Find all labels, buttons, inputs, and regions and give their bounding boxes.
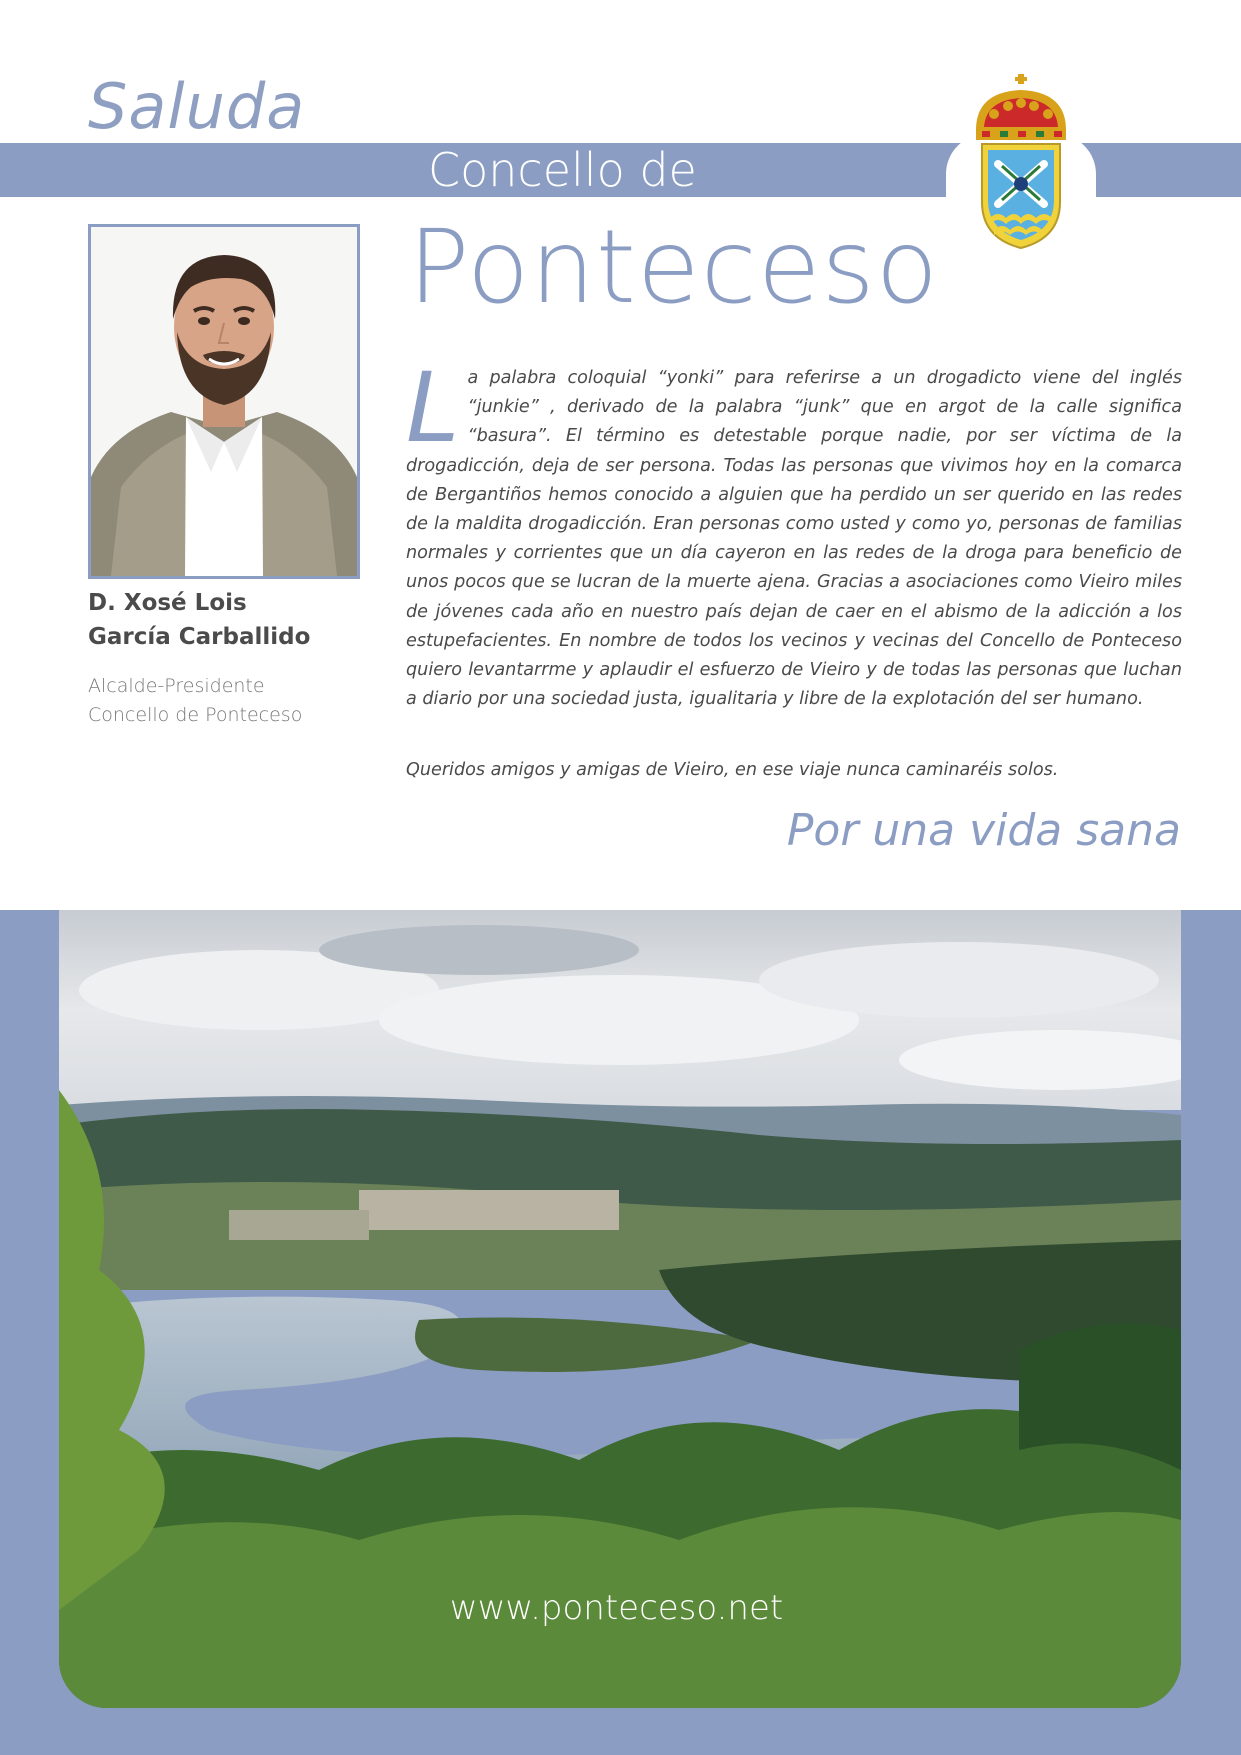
website-link[interactable]: www.ponteceso.net <box>449 1588 784 1628</box>
article-paragraph: a palabra coloquial “yonki” para referirse a un drogadicto viene del inglés “junkie” , derivado de la palabra “junk” que en argot de la calle significa “basura”. El término es detestable porque nadie, por ser víctima de la drogadicción, deja de ser persona. Todas las personas que vivimos hoy en la comarca de Bergantiños hemos conocido a alguien que ha perdido un ser querido en las redes de la maldita drogadicción. Eran personas como usted y como yo, personas de familias normales y corrientes que un día cayeron en las redes de la droga para beneficio de unos pocos que se lucran de la muerte ajena. Gracias a asociaciones como Vieiro miles de jóvenes cada año en nuestro país dejan de caer en el abismo de la adicción a los estupefacientes. En nombre de todos los vecinos y vecinas del Concello de Ponteceso quiero levantarrme y aplaudir el esfuerzo de Vieiro y de todas las personas que luchan a diario por una sociedad justa, igualitaria y libre de la explotación del ser humano. <box>406 368 1182 710</box>
person-name <box>88 586 310 654</box>
portrait-photo <box>88 224 360 579</box>
person-role-line2: Concello de Ponteceso <box>88 704 303 726</box>
article-body <box>406 352 1182 714</box>
person-name-line2: García Carballido <box>88 624 311 650</box>
section-label: Saluda <box>88 70 306 143</box>
person-role <box>88 672 302 730</box>
closing-line: Queridos amigos y amigas de Vieiro, en ese viaje nunca caminaréis solos. <box>406 760 1059 780</box>
band-title: Concello de <box>428 143 697 197</box>
person-role-line1: Alcalde-Presidente <box>88 675 265 697</box>
portrait-illustration <box>91 227 357 576</box>
page-title: Ponteceso <box>408 208 940 327</box>
tagline: Por una vida sana <box>786 805 1181 856</box>
drop-cap: L <box>406 352 460 464</box>
person-name-line1: D. Xosé Lois <box>88 590 247 616</box>
coat-of-arms-icon <box>946 72 1096 252</box>
crest-container <box>946 72 1096 252</box>
